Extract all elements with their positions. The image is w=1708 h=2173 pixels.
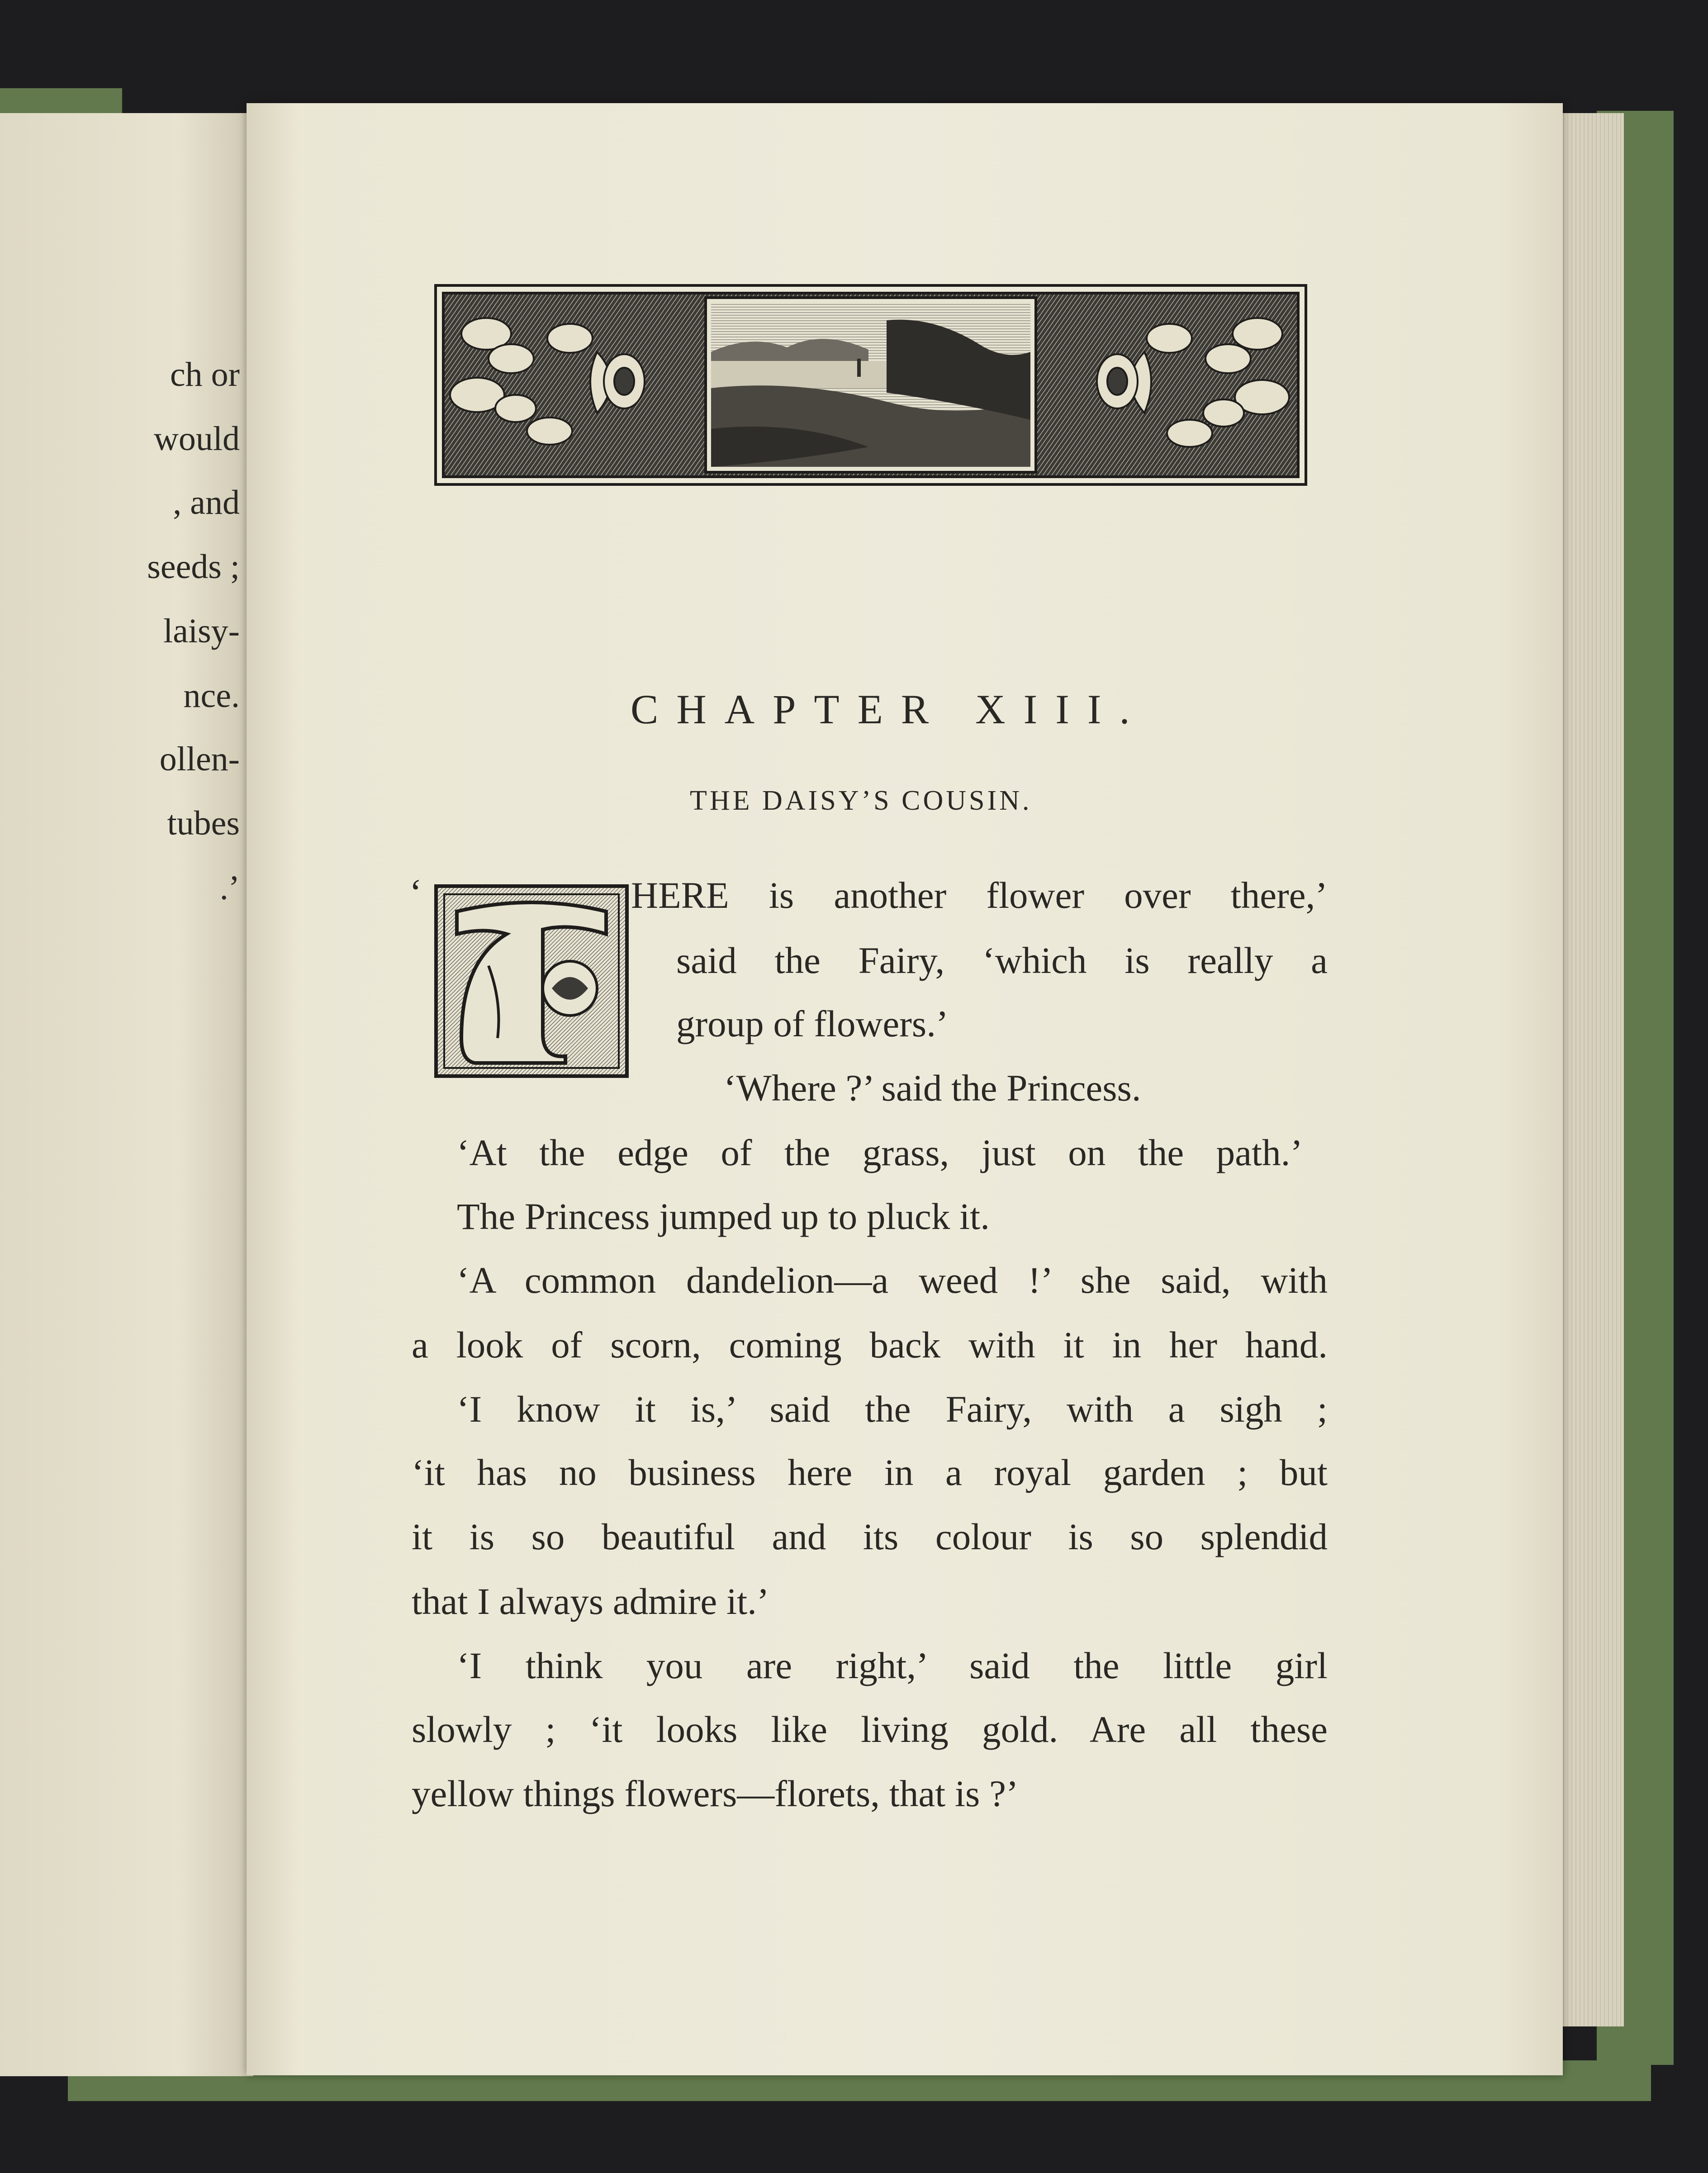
text-line: slowly ; ‘it looks like living gold. Are all these <box>412 1708 1328 1750</box>
left-line: ollen- <box>159 740 240 778</box>
text-line: ‘I think you are right,’ said the little girl <box>457 1645 1328 1686</box>
text-line: that I always admire it.’ <box>412 1580 769 1622</box>
text-line: yellow things flowers—florets, that is ?’ <box>412 1773 1019 1814</box>
ornamental-lake-landscape-headpiece-icon <box>434 284 1307 486</box>
left-page <box>0 113 253 2076</box>
chapter-subtitle: THE DAISY’S COUSIN. <box>690 785 1032 816</box>
text-line: it is so beautiful and its colour is so splendid <box>412 1516 1328 1557</box>
left-line: , and <box>173 484 240 522</box>
text-line: The Princess jumped up to pluck it. <box>457 1196 990 1237</box>
left-line: nce. <box>183 677 240 715</box>
text-line: a look of scorn, coming back with it in her hand. <box>412 1324 1328 1366</box>
text-line: ‘A common dandelion—a weed !’ she said, with <box>457 1259 1328 1301</box>
text-line: ‘Where ?’ said the Princess. <box>724 1067 1141 1109</box>
illuminated-initial-t-icon <box>434 884 629 1078</box>
text-line: HERE is another flower over there,’ <box>631 874 1328 916</box>
text-line: group of flowers.’ <box>676 1003 949 1044</box>
left-line: .’ <box>219 869 240 907</box>
chapter-title: CHAPTER XIII. <box>631 686 1148 732</box>
page-edges <box>1561 113 1624 2026</box>
text-line: said the Fairy, ‘which is really a <box>676 939 1328 981</box>
opening-quote: ‘ <box>409 872 422 914</box>
left-line: ch or <box>170 356 240 394</box>
left-line: would <box>154 420 240 458</box>
text-line: ‘At the edge of the grass, just on the path.’ <box>457 1132 1303 1173</box>
left-line: tubes <box>167 804 240 842</box>
text-line: ‘I know it is,’ said the Fairy, with a sigh ; <box>457 1388 1328 1430</box>
text-line: ‘it has no business here in a royal garden ; but <box>412 1452 1328 1493</box>
left-line: seeds ; <box>147 548 240 586</box>
left-line: laisy- <box>163 612 240 650</box>
